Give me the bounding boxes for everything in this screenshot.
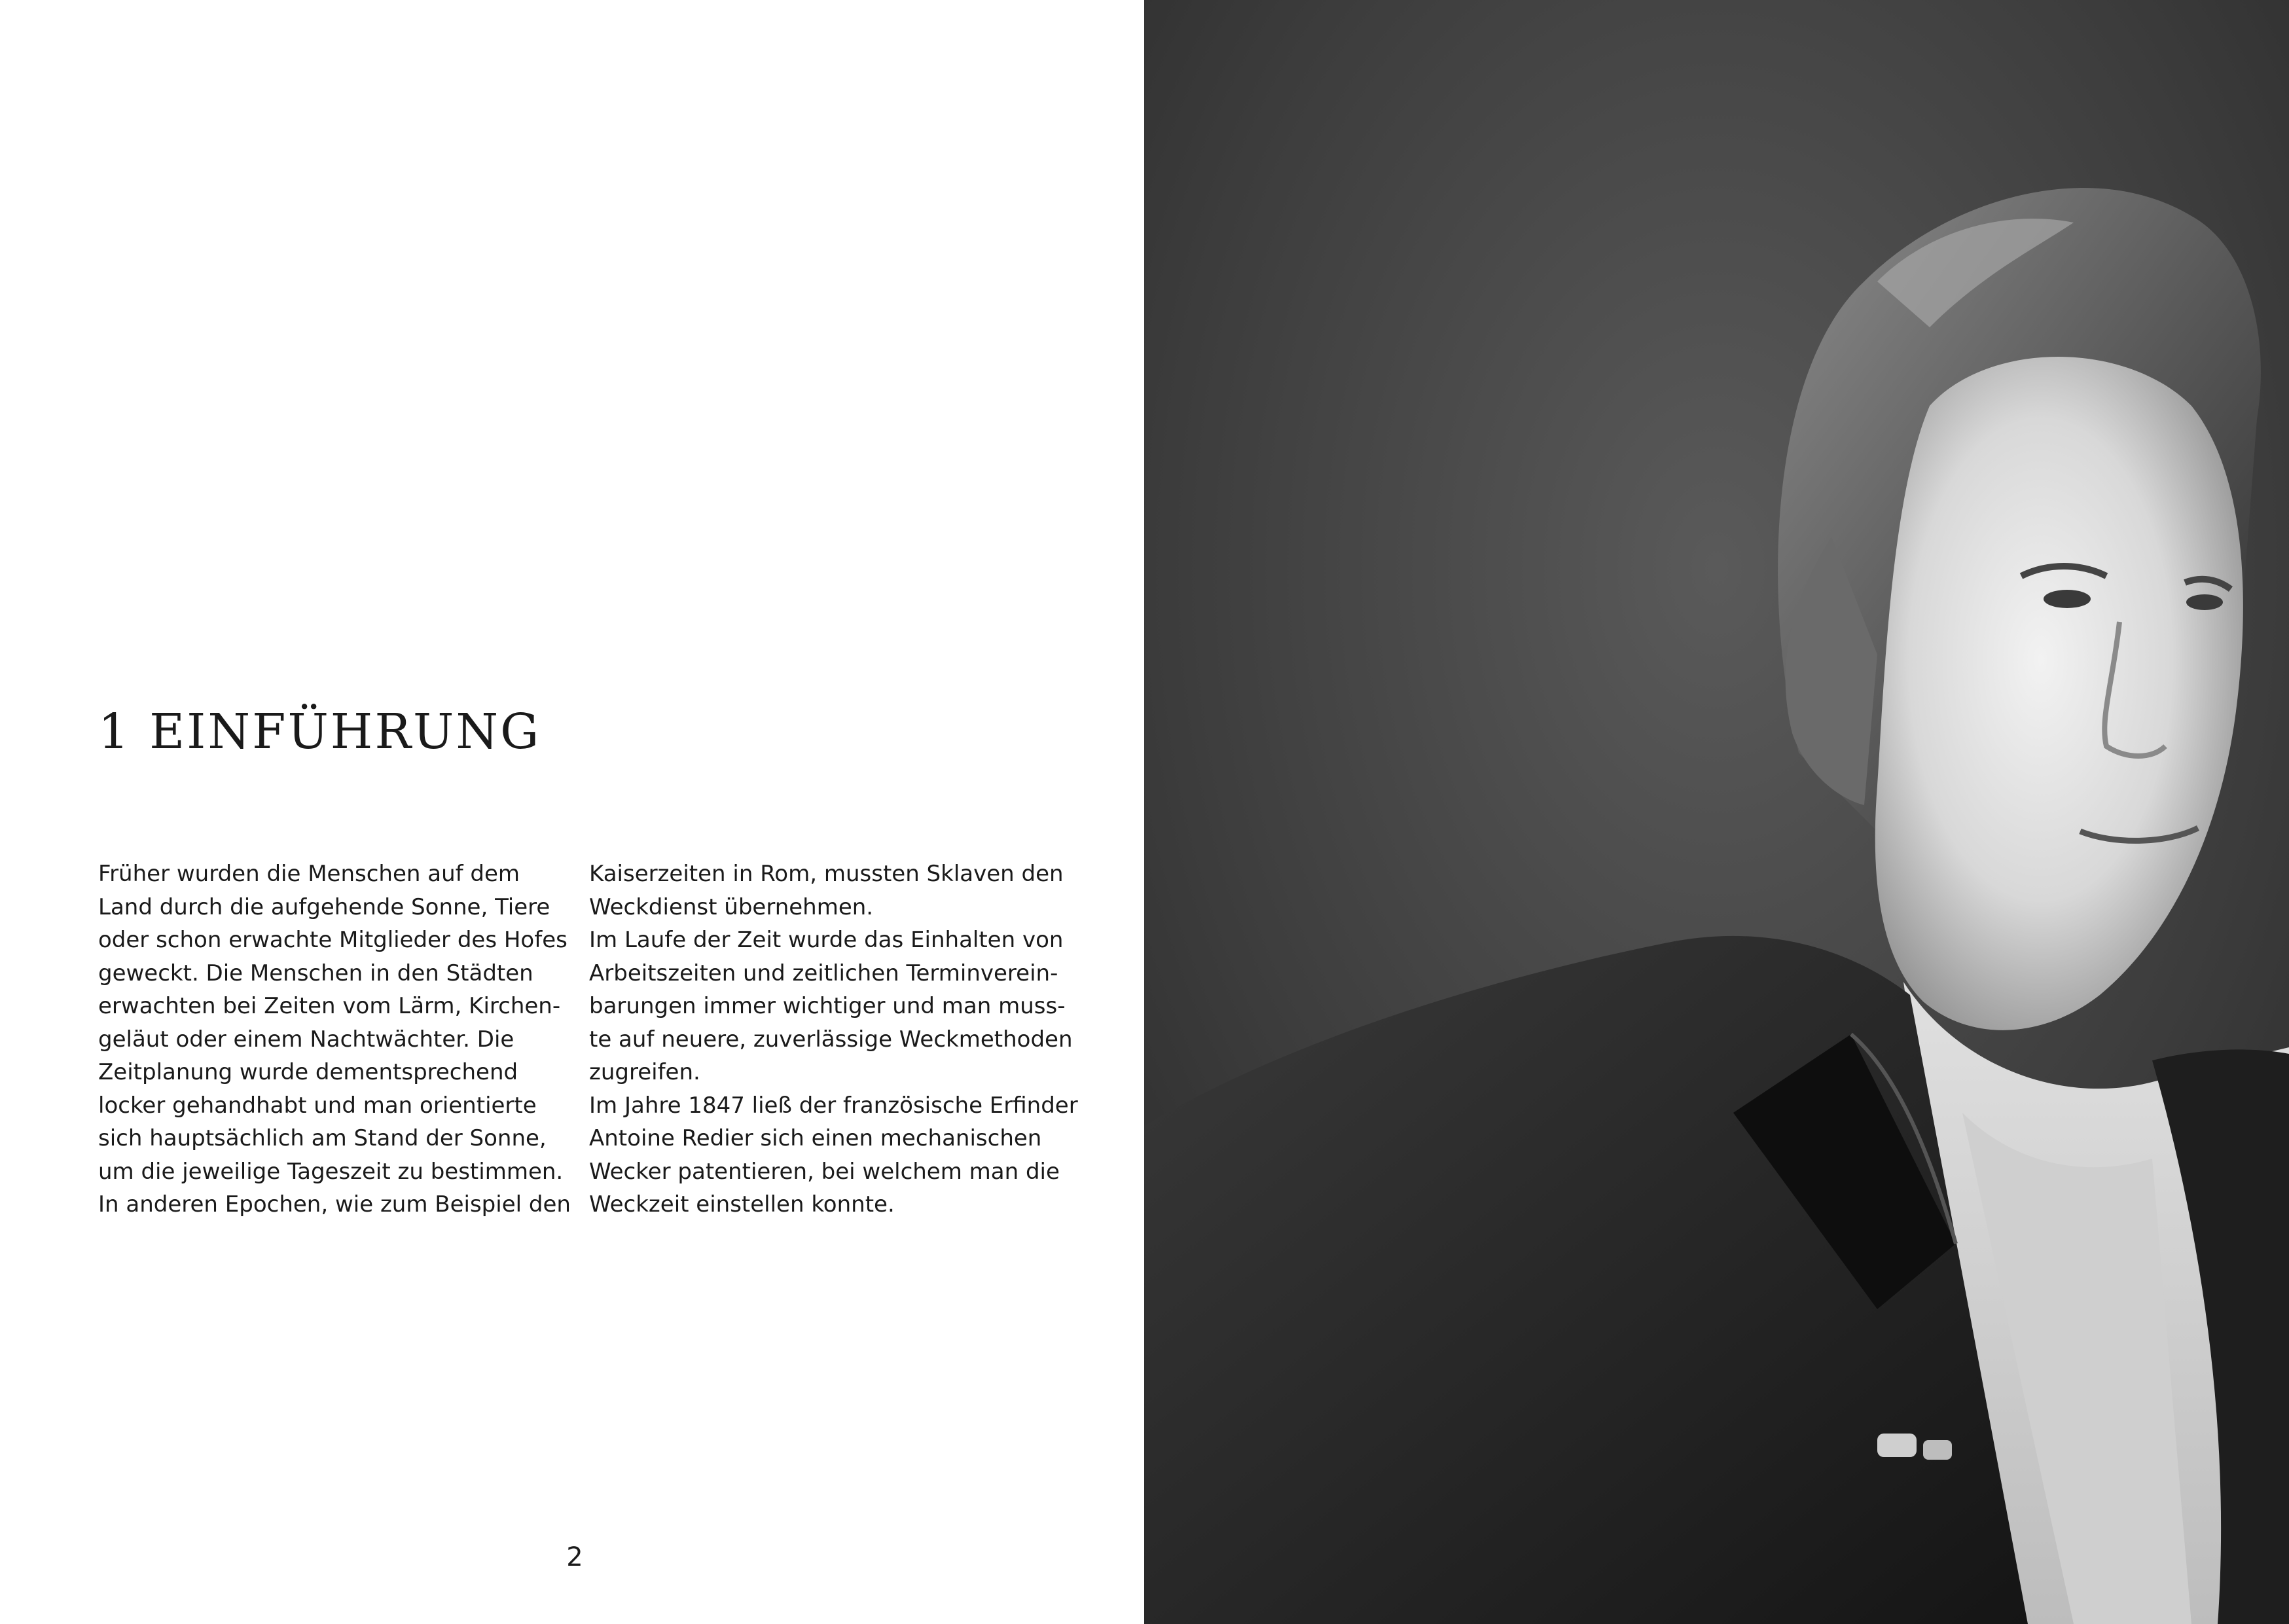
left-page: [0, 0, 1144, 1624]
text-line: Früher wurden die Menschen auf dem: [98, 861, 520, 887]
text-line: Antoine Redier sich einen mechanischen: [589, 1125, 1042, 1151]
text-line: Weckzeit einstellen konnte.: [589, 1191, 895, 1218]
text-line: zugreifen.: [589, 1059, 700, 1085]
text-line: sich hauptsächlich am Stand der Sonne,: [98, 1125, 547, 1151]
text-line: Zeitplanung wurde dementsprechend: [98, 1059, 518, 1085]
text-line: locker gehandhabt und man orientierte: [98, 1092, 537, 1119]
text-line: Im Laufe der Zeit wurde das Einhalten von: [589, 927, 1064, 953]
page-number: 2: [566, 1542, 583, 1572]
text-line: geläut oder einem Nachtwächter. Die: [98, 1026, 514, 1053]
chapter-title: EINFÜHRUNG: [149, 704, 541, 760]
text-line: In anderen Epochen, wie zum Beispiel den: [98, 1191, 571, 1218]
portrait-photo: [1144, 0, 2289, 1624]
text-line: geweckt. Die Menschen in den Städten: [98, 960, 533, 986]
text-line: Weckdienst übernehmen.: [589, 893, 874, 920]
text-column-2: [589, 857, 1078, 1221]
text-line: Wecker patentieren, bei welchem man die: [589, 1158, 1060, 1185]
text-line: erwachten bei Zeiten vom Lärm, Kirchen-: [98, 993, 561, 1019]
chapter-heading: [98, 704, 541, 760]
text-line: um die jeweilige Tageszeit zu bestimmen.: [98, 1158, 564, 1185]
chapter-number: 1: [98, 704, 132, 760]
text-line: Im Jahre 1847 ließ der französische Erfinder: [589, 1092, 1078, 1119]
text-line: Land durch die aufgehende Sonne, Tiere: [98, 893, 550, 920]
text-line: oder schon erwachte Mitglieder des Hofes: [98, 927, 568, 953]
right-page: [1144, 0, 2289, 1624]
text-line: Kaiserzeiten in Rom, mussten Sklaven den: [589, 861, 1064, 887]
text-line: barungen immer wichtiger und man muss-: [589, 993, 1066, 1019]
text-line: te auf neuere, zuverlässige Weckmethoden: [589, 1026, 1073, 1053]
text-line: Arbeitszeiten und zeitlichen Terminverein-: [589, 960, 1058, 986]
text-column-1: [98, 857, 571, 1221]
